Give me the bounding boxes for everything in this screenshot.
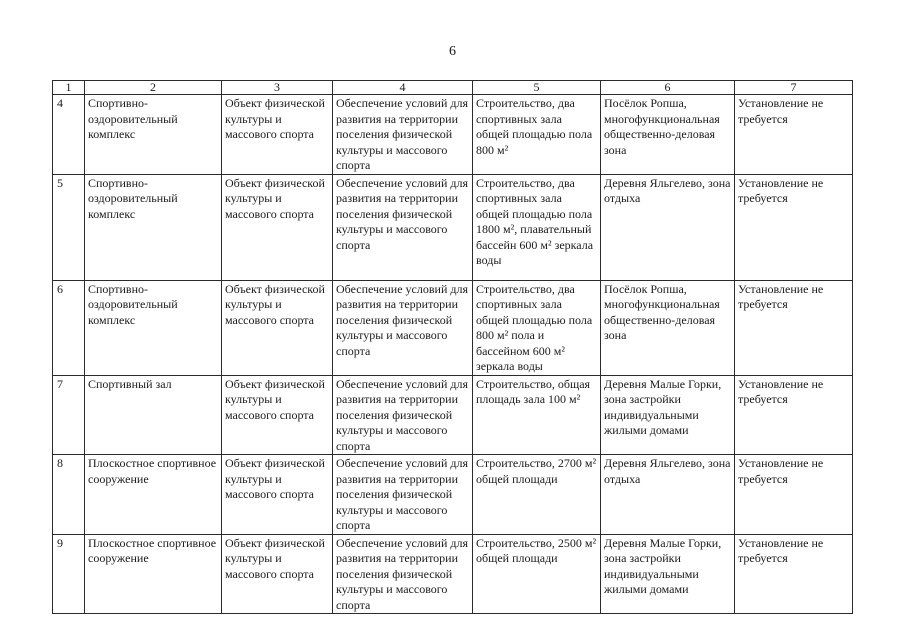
- object-type: Объект физической культуры и массового спорта: [222, 534, 333, 614]
- object-purpose: Обеспечение условий для развития на территории поселения физической культуры и массового спорта: [333, 455, 473, 535]
- object-characteristics: Строительство, два спортивных зала общей площадью пола 1800 м², плавательный бассейн 600 м² зеркала воды: [473, 174, 601, 280]
- object-characteristics: Строительство, общая площадь зала 100 м²: [473, 375, 601, 455]
- row-number: 6: [53, 280, 85, 375]
- objects-table: [52, 80, 853, 614]
- header-col-6: 6: [601, 81, 735, 95]
- object-type: Объект физической культуры и массового спорта: [222, 95, 333, 175]
- table-row: [53, 534, 853, 614]
- object-name: Спортивный зал: [85, 375, 222, 455]
- object-name: Спортивно-оздоровительный комплекс: [85, 95, 222, 175]
- object-type: Объект физической культуры и массового спорта: [222, 280, 333, 375]
- object-location: Посёлок Ропша, многофункциональная общественно-деловая зона: [601, 280, 735, 375]
- object-zone: Установление не требуется: [735, 455, 853, 535]
- object-characteristics: Строительство, 2500 м² общей площади: [473, 534, 601, 614]
- object-zone: Установление не требуется: [735, 174, 853, 280]
- row-number: 5: [53, 174, 85, 280]
- object-name: Плоскостное спортивное сооружение: [85, 534, 222, 614]
- object-location: Деревня Малые Горки, зона застройки индивидуальными жилыми домами: [601, 375, 735, 455]
- object-zone: Установление не требуется: [735, 534, 853, 614]
- object-purpose: Обеспечение условий для развития на территории поселения физической культуры и массового спорта: [333, 174, 473, 280]
- table-row: [53, 375, 853, 455]
- object-type: Объект физической культуры и массового спорта: [222, 455, 333, 535]
- object-name: Плоскостное спортивное сооружение: [85, 455, 222, 535]
- object-type: Объект физической культуры и массового спорта: [222, 174, 333, 280]
- header-col-4: 4: [333, 81, 473, 95]
- object-name: Спортивно-оздоровительный комплекс: [85, 280, 222, 375]
- row-number: 8: [53, 455, 85, 535]
- object-purpose: Обеспечение условий для развития на территории поселения физической культуры и массового спорта: [333, 280, 473, 375]
- row-number: 7: [53, 375, 85, 455]
- header-col-2: 2: [85, 81, 222, 95]
- page-number: 6: [449, 44, 456, 59]
- header-col-7: 7: [735, 81, 853, 95]
- object-characteristics: Строительство, два спортивных зала общей площадью пола 800 м² пола и бассейном 600 м² зеркала воды: [473, 280, 601, 375]
- object-zone: Установление не требуется: [735, 280, 853, 375]
- object-location: Деревня Яльгелево, зона отдыха: [601, 174, 735, 280]
- object-purpose: Обеспечение условий для развития на территории поселения физической культуры и массового спорта: [333, 534, 473, 614]
- object-location: Деревня Яльгелево, зона отдыха: [601, 455, 735, 535]
- table-row: [53, 174, 853, 280]
- object-type: Объект физической культуры и массового спорта: [222, 375, 333, 455]
- object-name: Спортивно-оздоровительный комплекс: [85, 174, 222, 280]
- row-number: 4: [53, 95, 85, 175]
- header-col-3: 3: [222, 81, 333, 95]
- object-zone: Установление не требуется: [735, 375, 853, 455]
- object-purpose: Обеспечение условий для развития на территории поселения физической культуры и массового спорта: [333, 95, 473, 175]
- row-number: 9: [53, 534, 85, 614]
- object-location: Деревня Малые Горки, зона застройки индивидуальными жилыми домами: [601, 534, 735, 614]
- table-row: [53, 95, 853, 175]
- object-characteristics: Строительство, два спортивных зала общей площадью пола 800 м²: [473, 95, 601, 175]
- table-row: [53, 280, 853, 375]
- header-col-1: 1: [53, 81, 85, 95]
- object-zone: Установление не требуется: [735, 95, 853, 175]
- table-row: [53, 455, 853, 535]
- object-location: Посёлок Ропша, многофункциональная общественно-деловая зона: [601, 95, 735, 175]
- header-col-5: 5: [473, 81, 601, 95]
- table-header-row: [53, 81, 853, 95]
- object-characteristics: Строительство, 2700 м² общей площади: [473, 455, 601, 535]
- object-purpose: Обеспечение условий для развития на территории поселения физической культуры и массового спорта: [333, 375, 473, 455]
